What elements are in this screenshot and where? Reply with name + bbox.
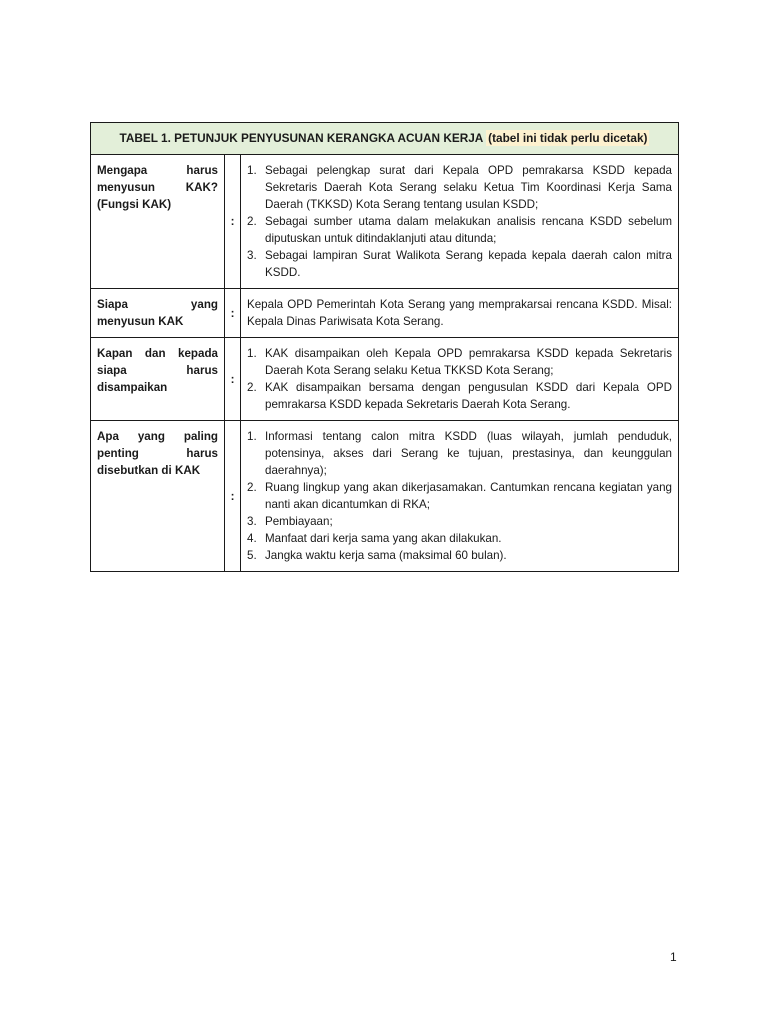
question-cell: Kapan dan kepada siapa harus disampaikan [91, 338, 225, 421]
question-cell: Mengapa harus menyusun KAK? (Fungsi KAK) [91, 155, 225, 289]
list-number: 5. [247, 549, 257, 562]
list-item [247, 547, 672, 564]
question-cell: Apa yang paling penting harus disebutkan di KAK [91, 421, 225, 572]
list-item [247, 162, 672, 213]
list-item [247, 479, 672, 513]
list-number: 2. [247, 215, 257, 228]
guidance-table [90, 122, 679, 572]
answer-list [247, 162, 672, 281]
list-text: Sebagai sumber utama dalam melakukan analisis rencana KSDD sebelum diputuskan untuk ditindaklanjuti atau ditunda; [265, 215, 672, 245]
list-number: 1. [247, 347, 257, 360]
answer-cell: Kepala OPD Pemerintah Kota Serang yang memprakarsai rencana KSDD. Misal: Kepala Dinas Pariwisata Kota Serang. [241, 289, 679, 338]
list-number: 2. [247, 381, 257, 394]
answer-cell [241, 338, 679, 421]
table-row [91, 289, 679, 338]
list-text: Pembiayaan; [265, 515, 333, 528]
table-row [91, 421, 679, 572]
separator-colon: : [225, 338, 241, 421]
list-number: 4. [247, 532, 257, 545]
answer-list [247, 345, 672, 413]
table-header-row [91, 123, 679, 155]
list-text: Sebagai pelengkap surat dari Kepala OPD pemrakarsa KSDD kepada Sekretaris Daerah Kota Serang selaku Ketua Tim Koordinasi Kerja Sama Daerah (TKKSD) Kota Serang tentang usulan KSDD; [265, 164, 672, 211]
list-item [247, 247, 672, 281]
list-text: Informasi tentang calon mitra KSDD (luas wilayah, jumlah penduduk, potensinya, akses dari Serang ke tujuan, prestasinya, dan keunggulan daerahnya); [265, 430, 672, 477]
table-row [91, 338, 679, 421]
list-text: KAK disampaikan oleh Kepala OPD pemrakarsa KSDD kepada Sekretaris Daerah Kota Serang selaku Ketua TKKSD Kota Serang; [265, 347, 672, 377]
list-number: 1. [247, 164, 257, 177]
table-title-cell [91, 123, 679, 155]
table-title-note: (tabel ini tidak perlu dicetak) [488, 131, 648, 145]
question-cell: Siapa yang menyusun KAK [91, 289, 225, 338]
table-title: TABEL 1. PETUNJUK PENYUSUNAN KERANGKA ACUAN KERJA [119, 131, 483, 145]
list-number: 2. [247, 481, 257, 494]
list-item [247, 379, 672, 413]
list-number: 1. [247, 430, 257, 443]
list-number: 3. [247, 515, 257, 528]
separator-colon: : [225, 289, 241, 338]
answer-cell [241, 155, 679, 289]
table-row [91, 155, 679, 289]
page-number: 1 [670, 950, 677, 964]
list-item [247, 213, 672, 247]
list-text: Manfaat dari kerja sama yang akan dilakukan. [265, 532, 502, 545]
answer-cell [241, 421, 679, 572]
list-text: KAK disampaikan bersama dengan pengusulan KSDD dari Kepala OPD pemrakarsa KSDD kepada Sekretaris Daerah Kota Serang. [265, 381, 672, 411]
answer-list [247, 428, 672, 564]
list-item [247, 428, 672, 479]
list-item [247, 345, 672, 379]
list-item [247, 530, 672, 547]
list-text: Sebagai lampiran Surat Walikota Serang kepada kepala daerah calon mitra KSDD. [265, 249, 672, 279]
list-text: Jangka waktu kerja sama (maksimal 60 bulan). [265, 549, 507, 562]
separator-colon: : [225, 421, 241, 572]
list-text: Ruang lingkup yang akan dikerjasamakan. Cantumkan rencana kegiatan yang nanti akan dicantumkan di RKA; [265, 481, 672, 511]
list-number: 3. [247, 249, 257, 262]
list-item [247, 513, 672, 530]
separator-colon: : [225, 155, 241, 289]
